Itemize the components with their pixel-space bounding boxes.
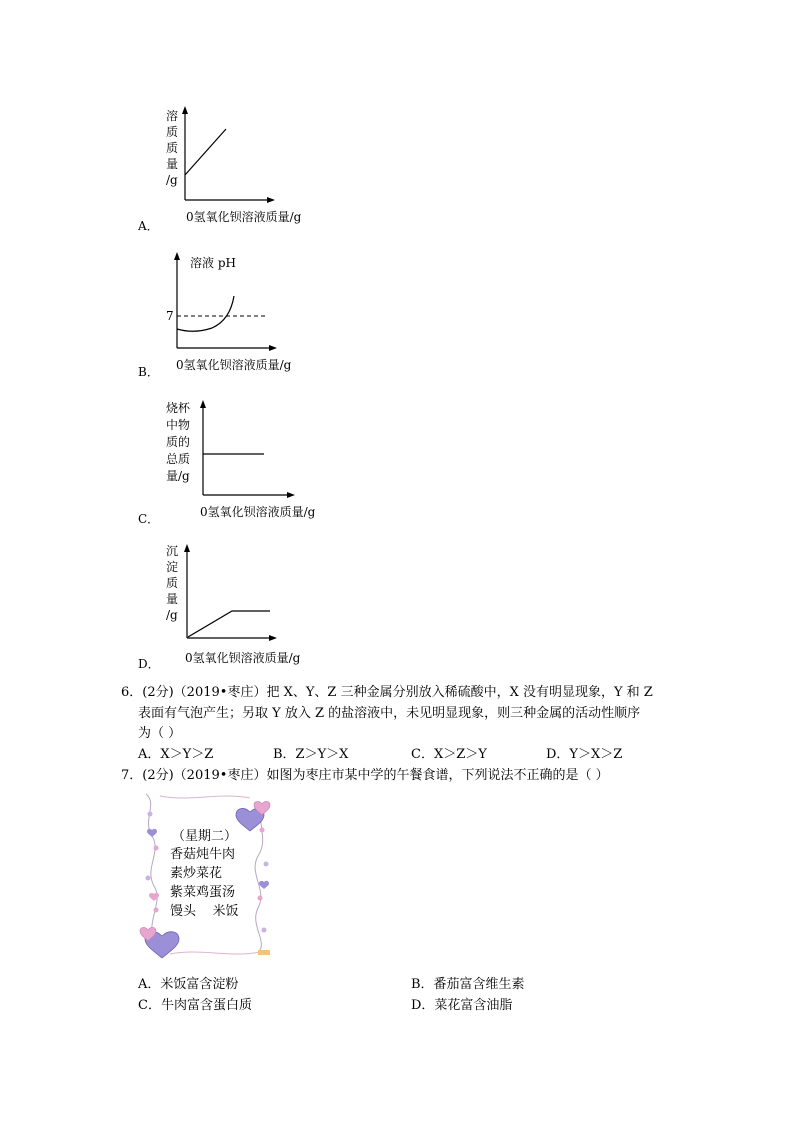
- y-label-line: 质的: [166, 435, 191, 449]
- menu-item: 素炒菜花: [170, 866, 223, 881]
- option-b-x-label: 0氢氧化钡溶液质量/g: [176, 358, 292, 372]
- menu-item: 香菇炖牛肉: [170, 847, 236, 862]
- option-d-axes: [182, 543, 282, 643]
- option-c-x-label: 0氢氧化钡溶液质量/g: [200, 505, 316, 519]
- y-label-char: 量: [166, 157, 179, 171]
- heart-icon: [236, 801, 270, 831]
- q7-stem: 7．(2分)（2019•枣庄）如图为枣庄市某中学的午餐食谱，下列说法不正确的是（ ）: [121, 768, 609, 783]
- q6-line-2: 表面有气泡产生；另取 Y 放入 Z 的盐溶液中，未见明显现象，则三种金属的活动性顺序: [138, 706, 641, 721]
- q6-choice-a: A．X＞Y＞Z: [138, 747, 214, 762]
- option-d-y-label: [166, 543, 180, 623]
- y-label-char: /g: [166, 173, 178, 187]
- option-a-x-label: 0氢氧化钡溶液质量/g: [186, 210, 302, 224]
- y-label-char: 质: [166, 125, 179, 139]
- option-b-letter: B．: [138, 365, 159, 379]
- q7-choice-a: A．米饭富含淀粉: [138, 977, 239, 992]
- option-a-curve: [185, 129, 226, 175]
- y-label-line: 总质: [166, 452, 191, 466]
- lunch-menu-image: [140, 790, 276, 960]
- option-d-x-label: 0氢氧化钡溶液质量/g: [185, 651, 301, 665]
- y-label-char: 溶: [166, 109, 179, 123]
- y-label-char: 沉: [166, 544, 179, 558]
- option-b-tick-7: 7: [166, 309, 174, 323]
- y-label-line: 量/g: [166, 469, 190, 483]
- q7-choice-c: C．牛肉富含蛋白质: [138, 998, 252, 1013]
- option-d-letter: D．: [138, 657, 160, 671]
- option-a-letter: A．: [138, 219, 159, 233]
- option-b-curve: [177, 296, 234, 331]
- q6-choice-d: D．Y＞X＞Z: [546, 747, 623, 762]
- option-c-y-label: [166, 400, 190, 485]
- option-d-curve: [188, 611, 270, 637]
- menu-day: （星期二）: [172, 829, 238, 844]
- y-label-char: /g: [166, 608, 178, 622]
- y-label-char: 质: [166, 576, 179, 590]
- q6-choice-c: C．X＞Z＞Y: [411, 747, 487, 762]
- y-label-line: 烧杯: [166, 401, 191, 415]
- option-a-y-label: [166, 108, 180, 188]
- y-label-char: 淀: [166, 560, 179, 574]
- q6-choice-b: B．Z＞Y＞X: [273, 747, 349, 762]
- option-a-axes: [180, 105, 280, 205]
- option-b-y-label: 溶液 pH: [190, 256, 236, 270]
- q6-line-1: 6．(2分)（2019•枣庄）把 X、Y、Z 三种金属分别放入稀硫酸中，X 没有明显现象，Y 和 Z: [121, 685, 653, 700]
- menu-item: 馒头 米饭: [170, 904, 239, 919]
- y-label-char: 质: [166, 141, 179, 155]
- option-b-axes: [172, 250, 282, 350]
- q7-choice-b: B．番茄富含维生素: [411, 977, 525, 992]
- menu-item: 紫菜鸡蛋汤: [170, 885, 236, 900]
- option-c-letter: C．: [138, 512, 160, 526]
- option-c-axes: [198, 398, 298, 498]
- y-label-line: 中物: [166, 418, 191, 432]
- y-label-char: 量: [166, 592, 179, 606]
- q7-choice-d: D．菜花富含油脂: [411, 998, 513, 1013]
- q6-line-3: 为（ ）: [138, 726, 182, 741]
